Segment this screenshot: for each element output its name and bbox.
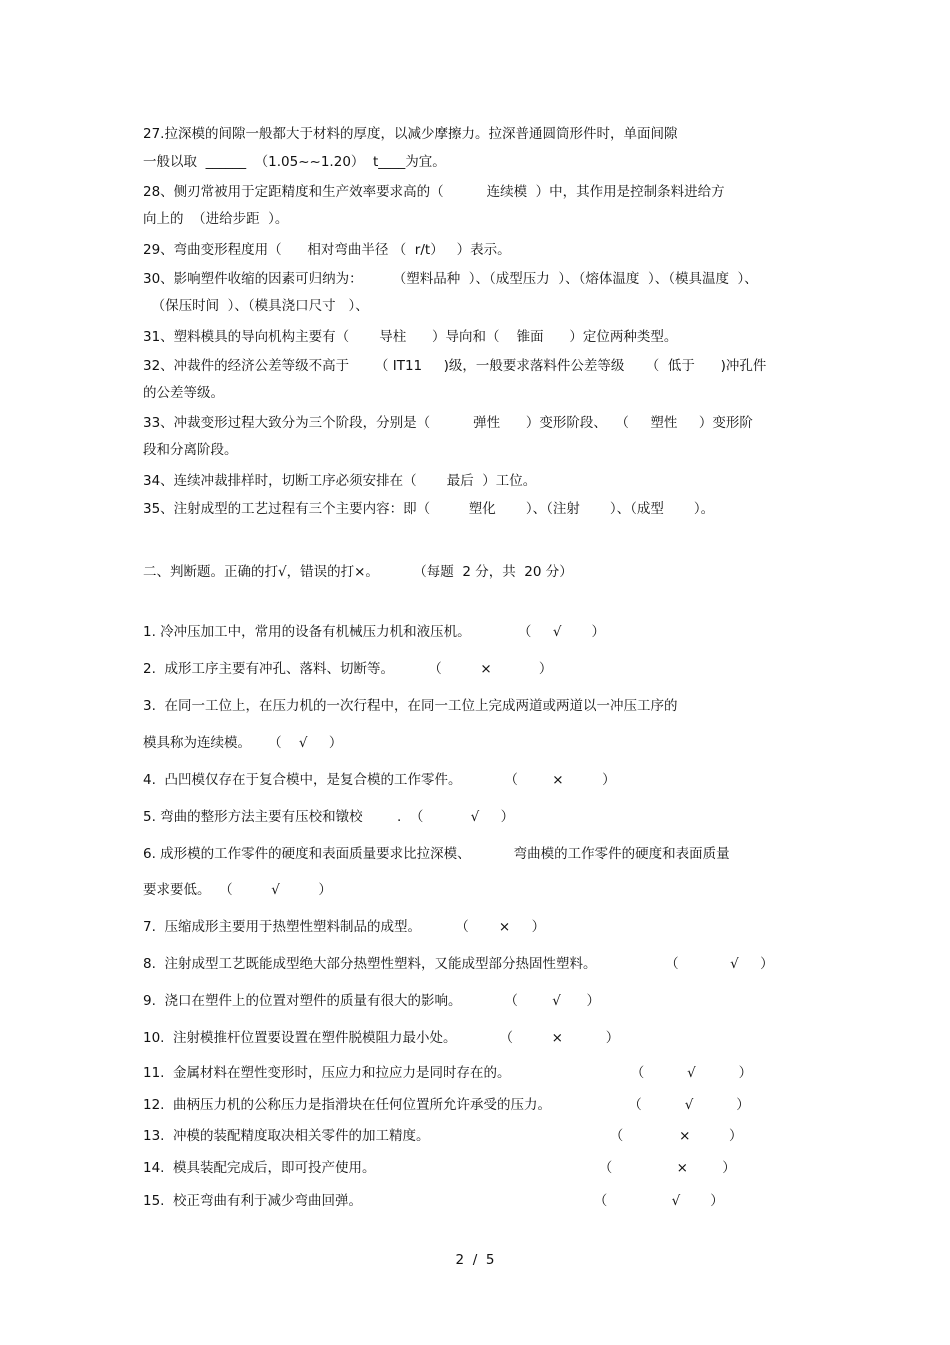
judgement-item-4: 4. 凸凹模仅存在于复合模中，是复合模的工作零件。 （ × ）	[143, 772, 616, 788]
judgement-item-10: 10. 注射模推杆位置要设置在塑件脱模阻力最小处。 （ × ）	[143, 1030, 620, 1046]
judgement-item-3-line1: 3. 在同一工位上，在压力机的一次行程中，在同一工位上完成两道或两道以一冲压工序的	[143, 698, 678, 714]
judgement-item-1: 1. 冷冲压加工中，常用的设备有机械压力机和液压机。 （ √ ）	[143, 624, 605, 640]
judgement-item-12: 12. 曲柄压力机的公称压力是指滑块在任何位置所允许承受的压力。 （ √ ）	[143, 1097, 750, 1113]
judgement-item-9: 9. 浇口在塑件上的位置对塑件的质量有很大的影响。 （ √ ）	[143, 993, 601, 1009]
q33-line2: 段和分离阶段。	[143, 442, 238, 458]
q32-line1: 32、冲裁件的经济公差等级不高于 （ IT11 )级，一般要求落料件公差等级 （ 低于 )冲孔件	[143, 358, 767, 374]
q29: 29、弯曲变形程度用（ 相对弯曲半径 （ r/t） ）表示。	[143, 242, 511, 258]
q28-line1: 28、侧刃常被用于定距精度和生产效率要求高的（ 连续模 ）中，其作用是控制条料进给方	[143, 184, 725, 200]
judgement-item-14: 14. 模具装配完成后，即可投产使用。 （ × ）	[143, 1160, 736, 1176]
judgement-item-2: 2. 成形工序主要有冲孔、落料、切断等。 （ × ）	[143, 661, 553, 677]
q30-line1: 30、影响塑件收缩的因素可归纳为： （塑料品种 ）、（成型压力 ）、（熔体温度 ）、（模具温度 ）、	[143, 271, 758, 287]
judgement-item-8: 8. 注射成型工艺既能成型绝大部分热塑性塑料，又能成型部分热固性塑料。 （ √ ）	[143, 956, 774, 972]
q32-line2: 的公差等级。	[143, 385, 224, 401]
q27-line1: 27.拉深模的间隙一般都大于材料的厚度，以减少摩擦力。拉深普通圆筒形件时，单面间隙	[143, 126, 678, 142]
q33-line1: 33、冲裁变形过程大致分为三个阶段，分别是（ 弹性 ）变形阶段、 （ 塑性 ）变形阶	[143, 415, 753, 431]
judgement-item-7: 7. 压缩成形主要用于热塑性塑料制品的成型。 （ × ）	[143, 919, 546, 935]
judgement-item-5: 5. 弯曲的整形方法主要有压校和镦校 . （ √ ）	[143, 809, 515, 825]
judgement-item-13: 13. 冲模的装配精度取决相关零件的加工精度。 （ × ）	[143, 1128, 743, 1144]
judgement-item-3-line2: 模具称为连续模。 （ √ ）	[143, 735, 343, 751]
judgement-item-6-line1: 6. 成形模的工作零件的硬度和表面质量要求比拉深模、 弯曲模的工作零件的硬度和表面质量	[143, 846, 730, 862]
q35: 35、注射成型的工艺过程有三个主要内容：即（ 塑化 ）、（注射 ）、（成型 ）。	[143, 501, 715, 517]
judgement-section-title: 二、判断题。正确的打√，错误的打×。 （每题 2 分，共 20 分）	[143, 564, 573, 580]
q27-line2: 一般以取 ______ （1.05~~1.20） t____为宜。	[143, 154, 446, 170]
q30-line2: （保压时间 ）、（模具浇口尺寸 ）、	[143, 298, 369, 314]
q28-line2: 向上的 （进给步距 ）。	[143, 211, 289, 227]
page-number: 2 / 5	[455, 1252, 495, 1268]
q31: 31、塑料模具的导向机构主要有（ 导柱 ）导向和（ 锥面 ）定位两种类型。	[143, 329, 678, 345]
judgement-item-6-line2: 要求要低。 （ √ ）	[143, 882, 332, 898]
judgement-item-15: 15. 校正弯曲有利于减少弯曲回弹。 （ √ ）	[143, 1193, 724, 1209]
judgement-item-11: 11. 金属材料在塑性变形时，压应力和拉应力是同时存在的。 （ √ ）	[143, 1065, 753, 1081]
q34: 34、连续冲裁排样时，切断工序必须安排在（ 最后 ）工位。	[143, 473, 537, 489]
